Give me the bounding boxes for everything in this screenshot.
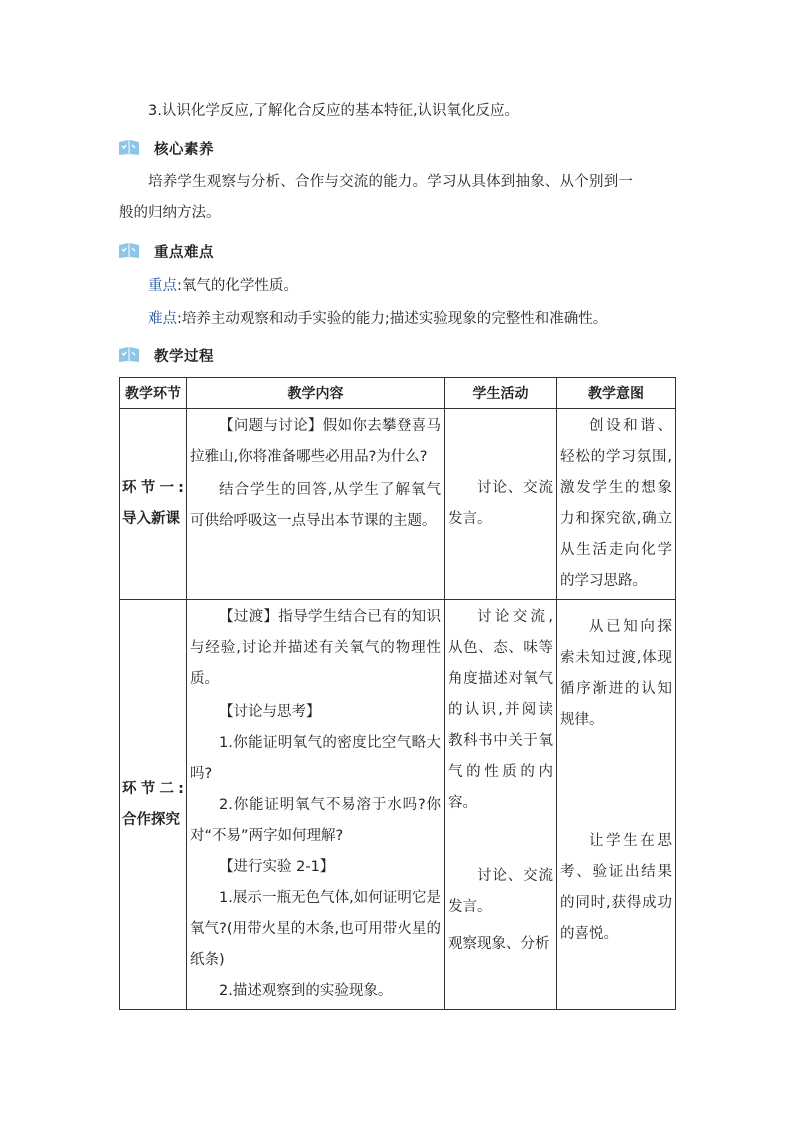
content-paragraph: 2.你能证明氧气不易溶于水吗?你对“不易”两字如何理解? xyxy=(190,797,441,844)
difficulty-label: 难点 xyxy=(148,311,177,327)
content-paragraph: 1.展示一瓶无色气体,如何证明它是氧气?(用带火星的木条,也可用带火星的纸条) xyxy=(190,890,441,968)
header-intent: 教学意图 xyxy=(557,378,676,409)
activity-text: 讨论交流,从色、态、味等角度描述对氧气的认识,并阅读教科书中关于氧气的性质的内容。 xyxy=(448,609,553,811)
focus-line xyxy=(148,276,298,296)
activity-cell xyxy=(445,409,557,600)
table-row xyxy=(120,600,676,1010)
difficulty-line xyxy=(148,309,607,329)
content-paragraph: 结合学生的回答,从学生了解氧气可供给呼吸这一点导出本节课的主题。 xyxy=(190,482,441,529)
activity-cell xyxy=(445,600,557,1010)
header-activity: 学生活动 xyxy=(445,378,557,409)
header-stage: 教学环节 xyxy=(120,378,187,409)
intent-cell xyxy=(557,409,676,600)
content-paragraph: 1.你能证明氧气的密度比空气略大吗? xyxy=(190,735,441,782)
content-paragraph: 【进行实验 2-1】 xyxy=(219,859,335,875)
header-content: 教学内容 xyxy=(187,378,445,409)
lesson-process-table xyxy=(119,377,676,1010)
content-cell xyxy=(187,600,445,1010)
table-header-row xyxy=(120,378,676,409)
book-icon xyxy=(118,139,140,157)
section-title: 教学过程 xyxy=(154,348,214,365)
content-cell xyxy=(187,409,445,600)
content-paragraph: 【讨论与思考】 xyxy=(219,704,321,720)
activity-text: 观察现象、分析 xyxy=(448,936,550,952)
section-heading-core-literacy xyxy=(118,137,214,159)
objective-line: 3.认识化学反应,了解化合反应的基本特征,认识氧化反应。 xyxy=(148,103,520,119)
intent-text: 创设和谐、轻松的学习氛围,激发学生的想象力和探究欲,确立从生活走向化学的学习思路。 xyxy=(560,418,672,589)
section-heading-key-points xyxy=(118,240,214,262)
intent-text: 让学生在思考、验证出结果的同时,获得成功的喜悦。 xyxy=(560,833,672,942)
section-title: 核心素养 xyxy=(154,141,214,158)
table-row xyxy=(120,409,676,600)
activity-text: 讨论、交流发言。 xyxy=(448,868,553,915)
section-heading-process xyxy=(118,344,214,366)
stage-cell xyxy=(120,409,187,600)
core-literacy-text-line2: 般的归纳方法。 xyxy=(119,205,221,221)
section-title: 重点难点 xyxy=(154,244,214,261)
book-icon xyxy=(118,346,140,364)
content-paragraph: 2.描述观察到的实验现象。 xyxy=(219,983,393,999)
focus-text: :氧气的化学性质。 xyxy=(177,278,298,294)
book-icon xyxy=(118,242,140,260)
intent-text: 从已知向探索未知过渡,体现循序渐进的认知规律。 xyxy=(560,619,672,728)
stage-label: 环节一:导入新课 xyxy=(122,480,184,527)
stage-label: 环节二:合作探究 xyxy=(122,780,184,828)
content-paragraph: 【问题与讨论】假如你去攀登喜马拉雅山,你将准备哪些必用品?为什么? xyxy=(190,418,441,465)
activity-text: 讨论、交流发言。 xyxy=(448,480,553,527)
content-paragraph: 【过渡】指导学生结合已有的知识与经验,讨论并描述有关氧气的物理性质。 xyxy=(190,609,441,687)
core-literacy-text-line1: 培养学生观察与分析、合作与交流的能力。学习从具体到抽象、从个别到一 xyxy=(148,174,634,190)
focus-label: 重点 xyxy=(148,278,177,294)
intent-cell xyxy=(557,600,676,1010)
stage-cell xyxy=(120,600,187,1010)
difficulty-text: :培养主动观察和动手实验的能力;描述实验现象的完整性和准确性。 xyxy=(177,311,608,327)
